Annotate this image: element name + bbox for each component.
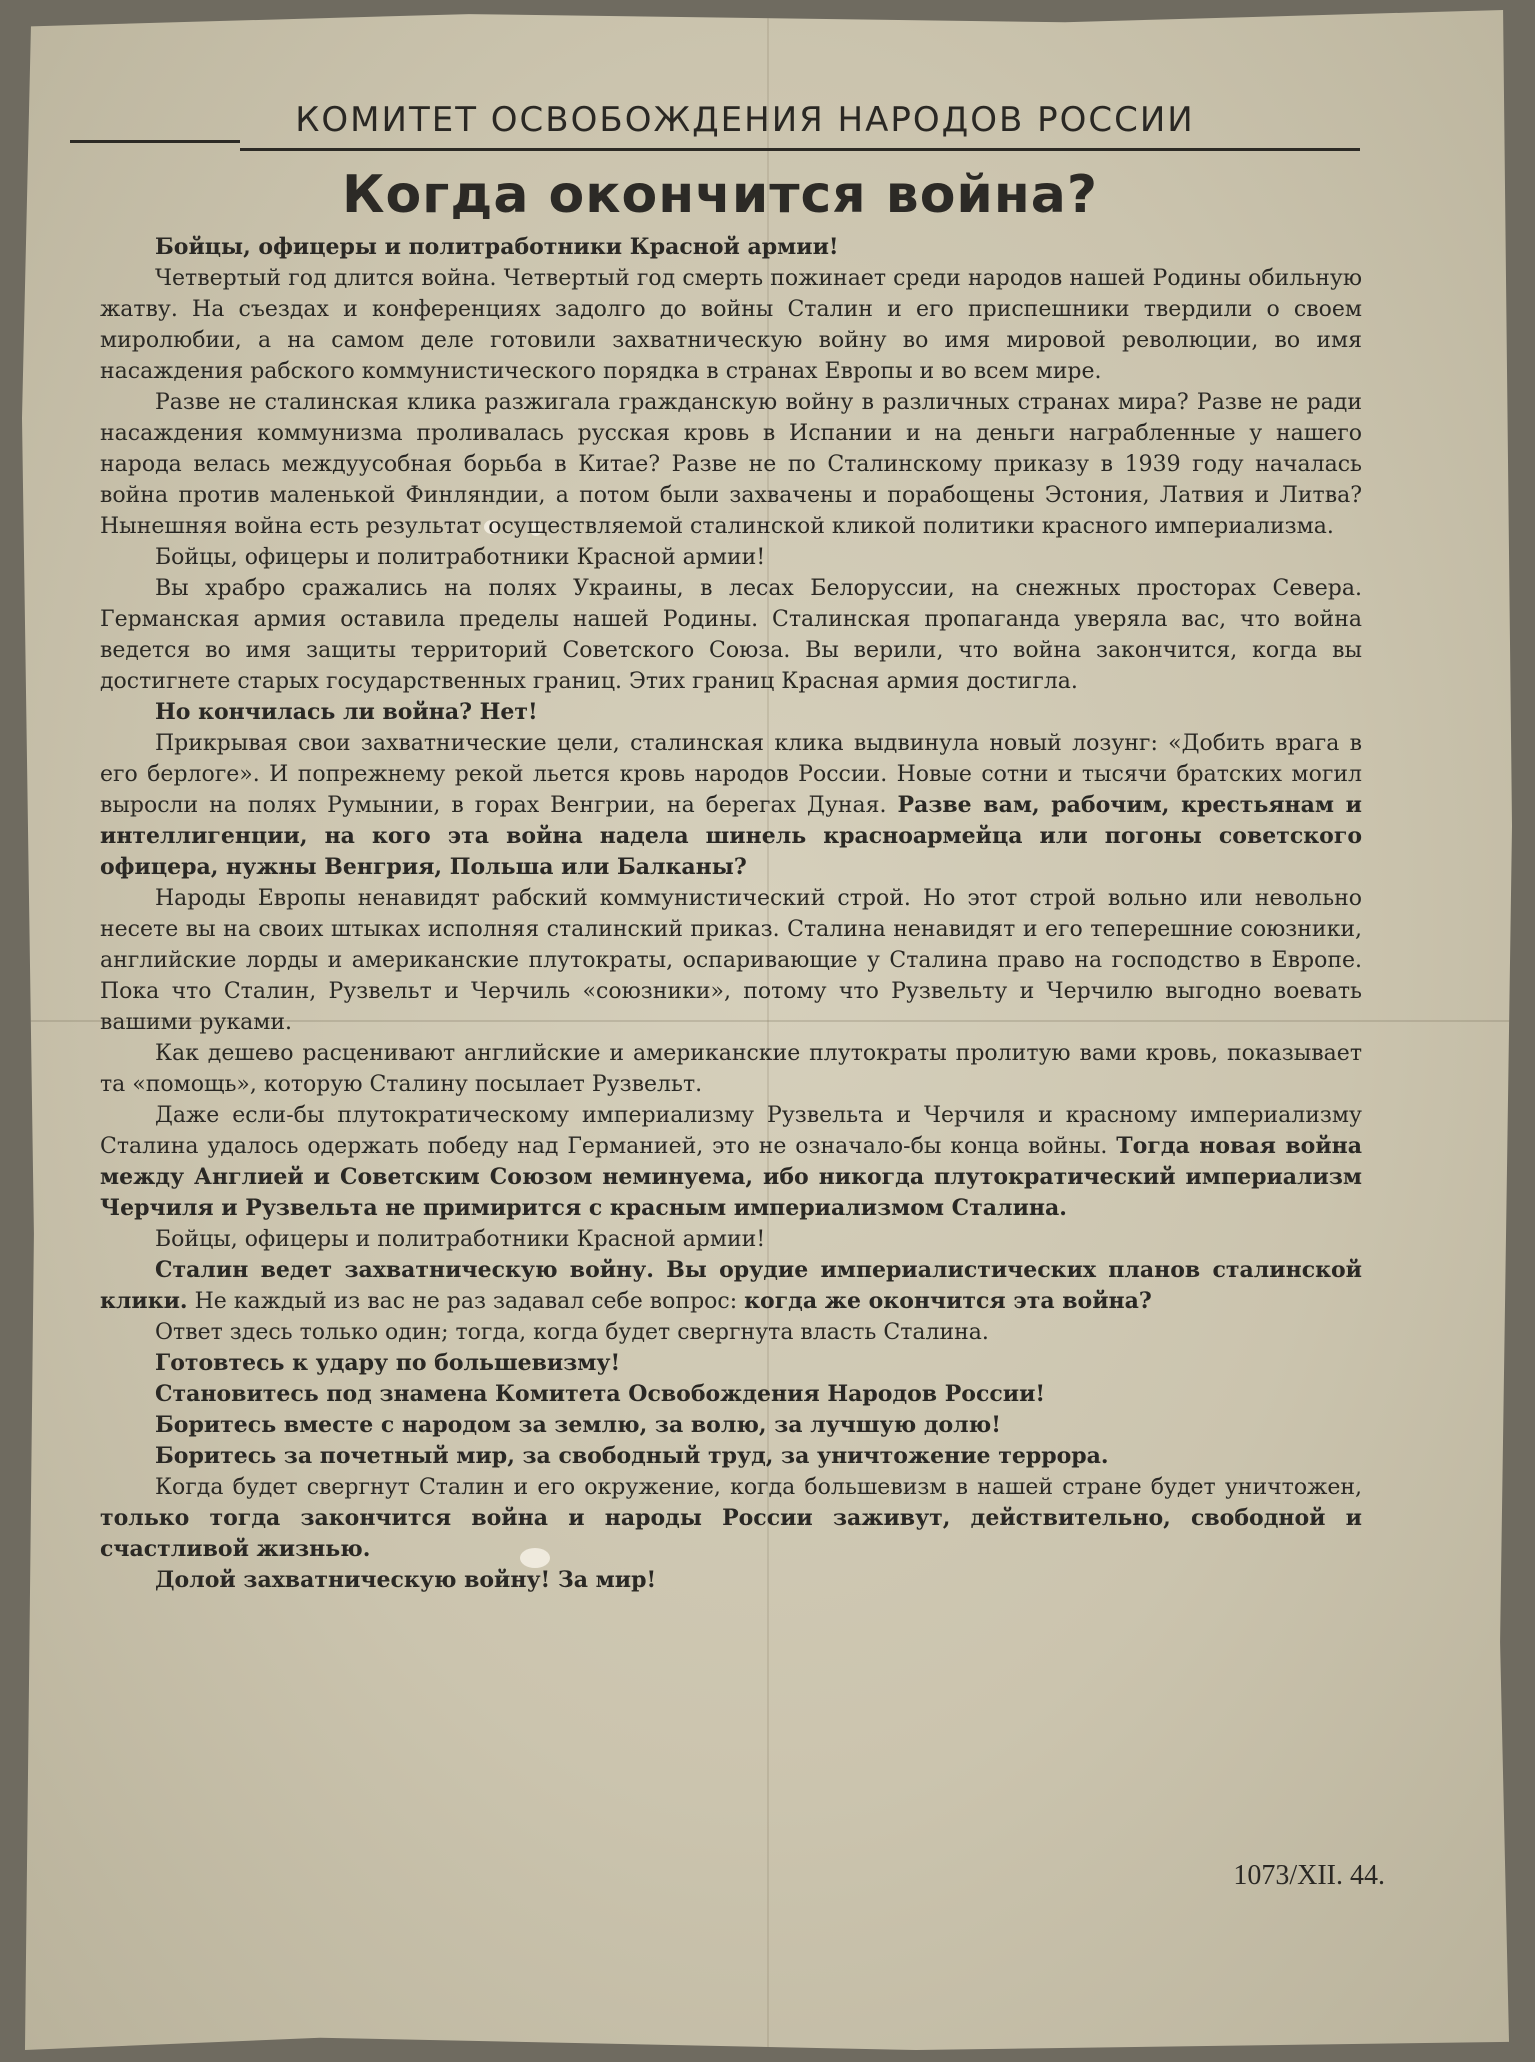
text-segment: Ответ здесь только один; тогда, когда будет свергнута власть Сталина. — [155, 1320, 989, 1345]
bold-text-segment: Боритесь вместе с народом за землю, за волю, за лучшую долю! — [155, 1412, 1001, 1438]
bold-text-segment: когда же окончится эта война? — [744, 1288, 1152, 1314]
text-segment: Вы храбро сражались на полях Украины, в лесах Белоруссии, на снежных просторах Севера. Германская армия оставила пределы нашей Родины. Сталинская пропаганда уверяла вас, что война ведется во имя защиты территорий Советского Союза. Вы верили, что война закончится, когда вы достигнете старых государственных границ. Этих границ Красная армия достигла. — [100, 576, 1362, 694]
bold-text-segment: Тогда новая война между Англией и Советским Союзом неминуема, ибо никогда плутократический империализм Черчиля и Рузвельта не примирится с красным империализмом Сталина. — [100, 1133, 1362, 1221]
body-paragraph — [100, 1038, 1362, 1100]
bold-text-segment: Становитесь под знамена Комитета Освобождения Народов России! — [155, 1381, 1046, 1407]
body-paragraph — [100, 883, 1362, 1038]
print-code: 1073/XII. 44. — [1233, 1860, 1385, 1891]
body-paragraph — [100, 1224, 1362, 1255]
body-paragraph — [100, 1441, 1362, 1472]
text-segment: Разве не сталинская клика разжигала гражданскую войну в различных странах мира? Разве не ради насаждения коммунизма проливалась русская кровь в Испании и на деньги награбленные у нашего народа велась междуусобная борьба в Китае? Разве не по Сталинскому приказу в 1939 году началась война против маленькой Финляндии, а потом были захвачены и порабощены Эстония, Латвия и Литва? Нынешняя война есть результат осуществляемой сталинской кликой политики красного империализма. — [100, 390, 1362, 539]
bold-text-segment: только тогда закончится война и народы России заживут, действительно, свободной и счастливой жизнью. — [100, 1505, 1362, 1562]
committee-name: КОМИТЕТ ОСВОБОЖДЕНИЯ НАРОДОВ РОССИИ — [295, 100, 1195, 140]
body-paragraph — [100, 1317, 1362, 1348]
bold-text-segment: Но кончилась ли война? Нет! — [155, 699, 538, 725]
body-paragraph — [100, 573, 1362, 697]
body-paragraph — [100, 1379, 1362, 1410]
body-paragraph — [100, 542, 1362, 573]
text-segment: Прикрывая свои захватнические цели, сталинская клика выдвинула новый лозунг: «Добить врага в его берлоге». И попрежнему рекой льется кровь народов России. Новые сотни и тысячи братских могил выросли на полях Румынии, в горах Венгрии, на берегах Дуная. — [100, 731, 1362, 818]
text-segment: Бойцы, офицеры и политработники Красной армии! — [155, 1227, 766, 1252]
bold-text-segment: Разве вам, рабочим, крестьянам и интеллигенции, на кого эта война надела шинель красноармейца или погоны советского офицера, нужны Венгрия, Польша или Балканы? — [100, 792, 1362, 880]
text-segment: Как дешево расценивают английские и американские плутократы пролитую вами кровь, показывает та «помощь», которую Сталину посылает Рузвельт. — [100, 1041, 1362, 1097]
text-segment: Бойцы, офицеры и политработники Красной армии! — [155, 545, 766, 570]
body-paragraph — [100, 1410, 1362, 1441]
body-paragraph — [100, 387, 1362, 542]
bold-text-segment: Долой захватническую войну! За мир! — [155, 1567, 657, 1593]
bold-text-segment: Готовтесь к удару по большевизму! — [155, 1350, 621, 1376]
bold-text-segment: Боритесь за почетный мир, за свободный труд, за уничтожение террора. — [155, 1443, 1109, 1469]
leaflet-body — [100, 232, 1362, 1596]
body-paragraph — [100, 1565, 1362, 1596]
text-segment: Когда будет свергнут Сталин и его окружение, когда большевизм в нашей стране будет уничтожен, — [155, 1475, 1362, 1500]
body-paragraph — [100, 1100, 1362, 1224]
text-segment: Даже если-бы плутократическому империализму Рузвельта и Черчиля и красному империализму Сталина удалось одержать победу над Германией, это не означало-бы конца войны. — [100, 1103, 1362, 1159]
text-segment: Четвертый год длится война. Четвертый год смерть пожинает среди народов нашей Родины обильную жатву. На съездах и конференциях задолго до войны Сталин и его приспешники твердили о своем миролюбии, а на самом деле готовили захватническую войну во имя мировой революции, во имя насаждения рабского коммунистического порядка в странах Европы и во всем мире. — [100, 266, 1362, 384]
leaflet-header — [70, 100, 1370, 170]
body-paragraph — [100, 263, 1362, 387]
leaflet-title: Когда окончится война? — [341, 165, 1099, 225]
header-rule-right — [240, 148, 1360, 151]
body-paragraph — [100, 232, 1362, 263]
body-paragraph — [100, 1255, 1362, 1317]
text-segment: Народы Европы ненавидят рабский коммунистический строй. Но этот строй вольно или невольно несете вы на своих штыках исполняя сталинский приказ. Сталина ненавидят и его теперешние союзники, английские лорды и американские плутократы, оспаривающие у Сталина право на господство в Европе. Пока что Сталин, Рузвельт и Черчиль «союзники», потому что Рузвельту и Черчилю выгодно воевать вашими руками. — [100, 886, 1362, 1035]
body-paragraph — [100, 697, 1362, 728]
bold-text-segment: Сталин ведет захватническую войну. Вы орудие империалистических планов сталинской клики. — [100, 1257, 1362, 1314]
body-paragraph — [100, 1472, 1362, 1565]
body-paragraph — [100, 728, 1362, 883]
text-segment: Не каждый из вас не раз задавал себе вопрос: — [187, 1289, 745, 1314]
bold-text-segment: Бойцы, офицеры и политработники Красной армии! — [155, 234, 839, 260]
header-rule-left — [70, 140, 240, 143]
body-paragraph — [100, 1348, 1362, 1379]
